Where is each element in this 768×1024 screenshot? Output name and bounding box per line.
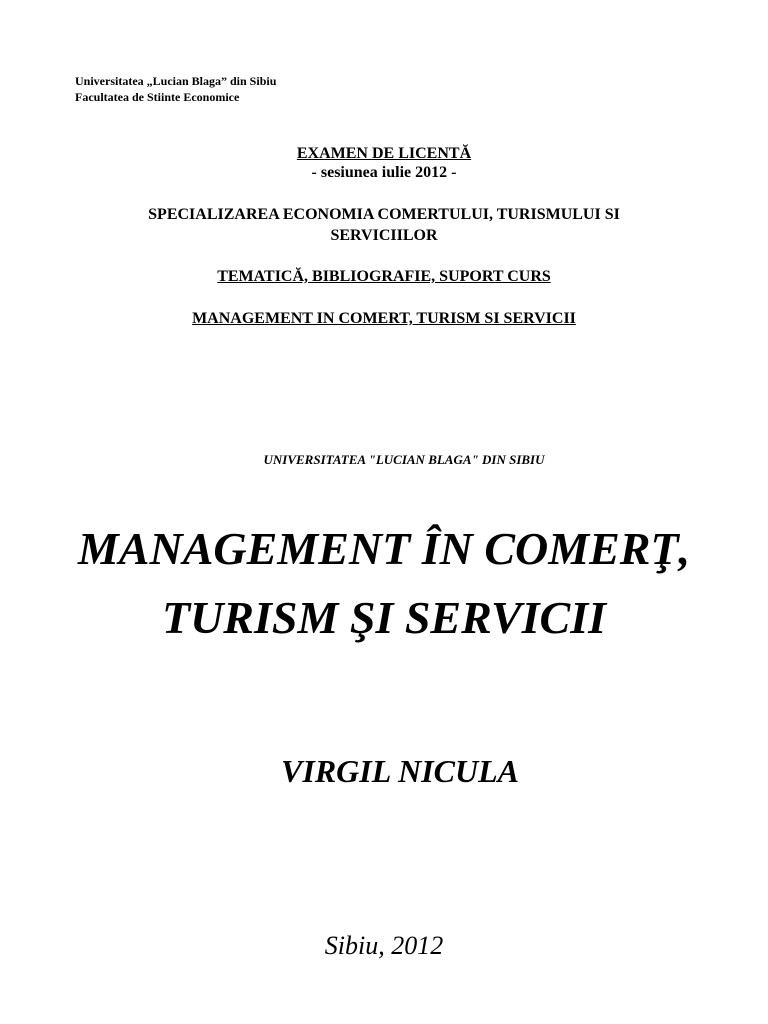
course-heading: MANAGEMENT IN COMERT, TURISM SI SERVICII	[192, 310, 576, 327]
book-title-line-2: TURISM ŞI SERVICII	[161, 592, 607, 643]
specialization-line-2: SERVICIILOR	[330, 227, 438, 244]
exam-title: EXAMEN DE LICENTĂ	[296, 145, 472, 162]
author-name: VIRGIL NICULA	[281, 753, 519, 789]
cover-university: UNIVERSITATEA "LUCIAN BLAGA" DIN SIBIU	[263, 452, 545, 467]
place-and-date: Sibiu, 2012	[324, 931, 444, 960]
faculty-name: Facultatea de Stiinte Economice	[75, 90, 240, 104]
university-name: Universitatea „Lucian Blaga” din Sibiu	[75, 74, 277, 88]
topics-heading: TEMATICĂ, BIBLIOGRAFIE, SUPORT CURS	[217, 268, 551, 285]
exam-session: - sesiunea iulie 2012 -	[311, 164, 457, 181]
institution-header	[75, 73, 276, 105]
book-title-line-1: MANAGEMENT ÎN COMERŢ,	[77, 523, 691, 574]
specialization-line-1: SPECIALIZAREA ECONOMIA COMERTULUI, TURISMULUI SI	[148, 206, 620, 223]
